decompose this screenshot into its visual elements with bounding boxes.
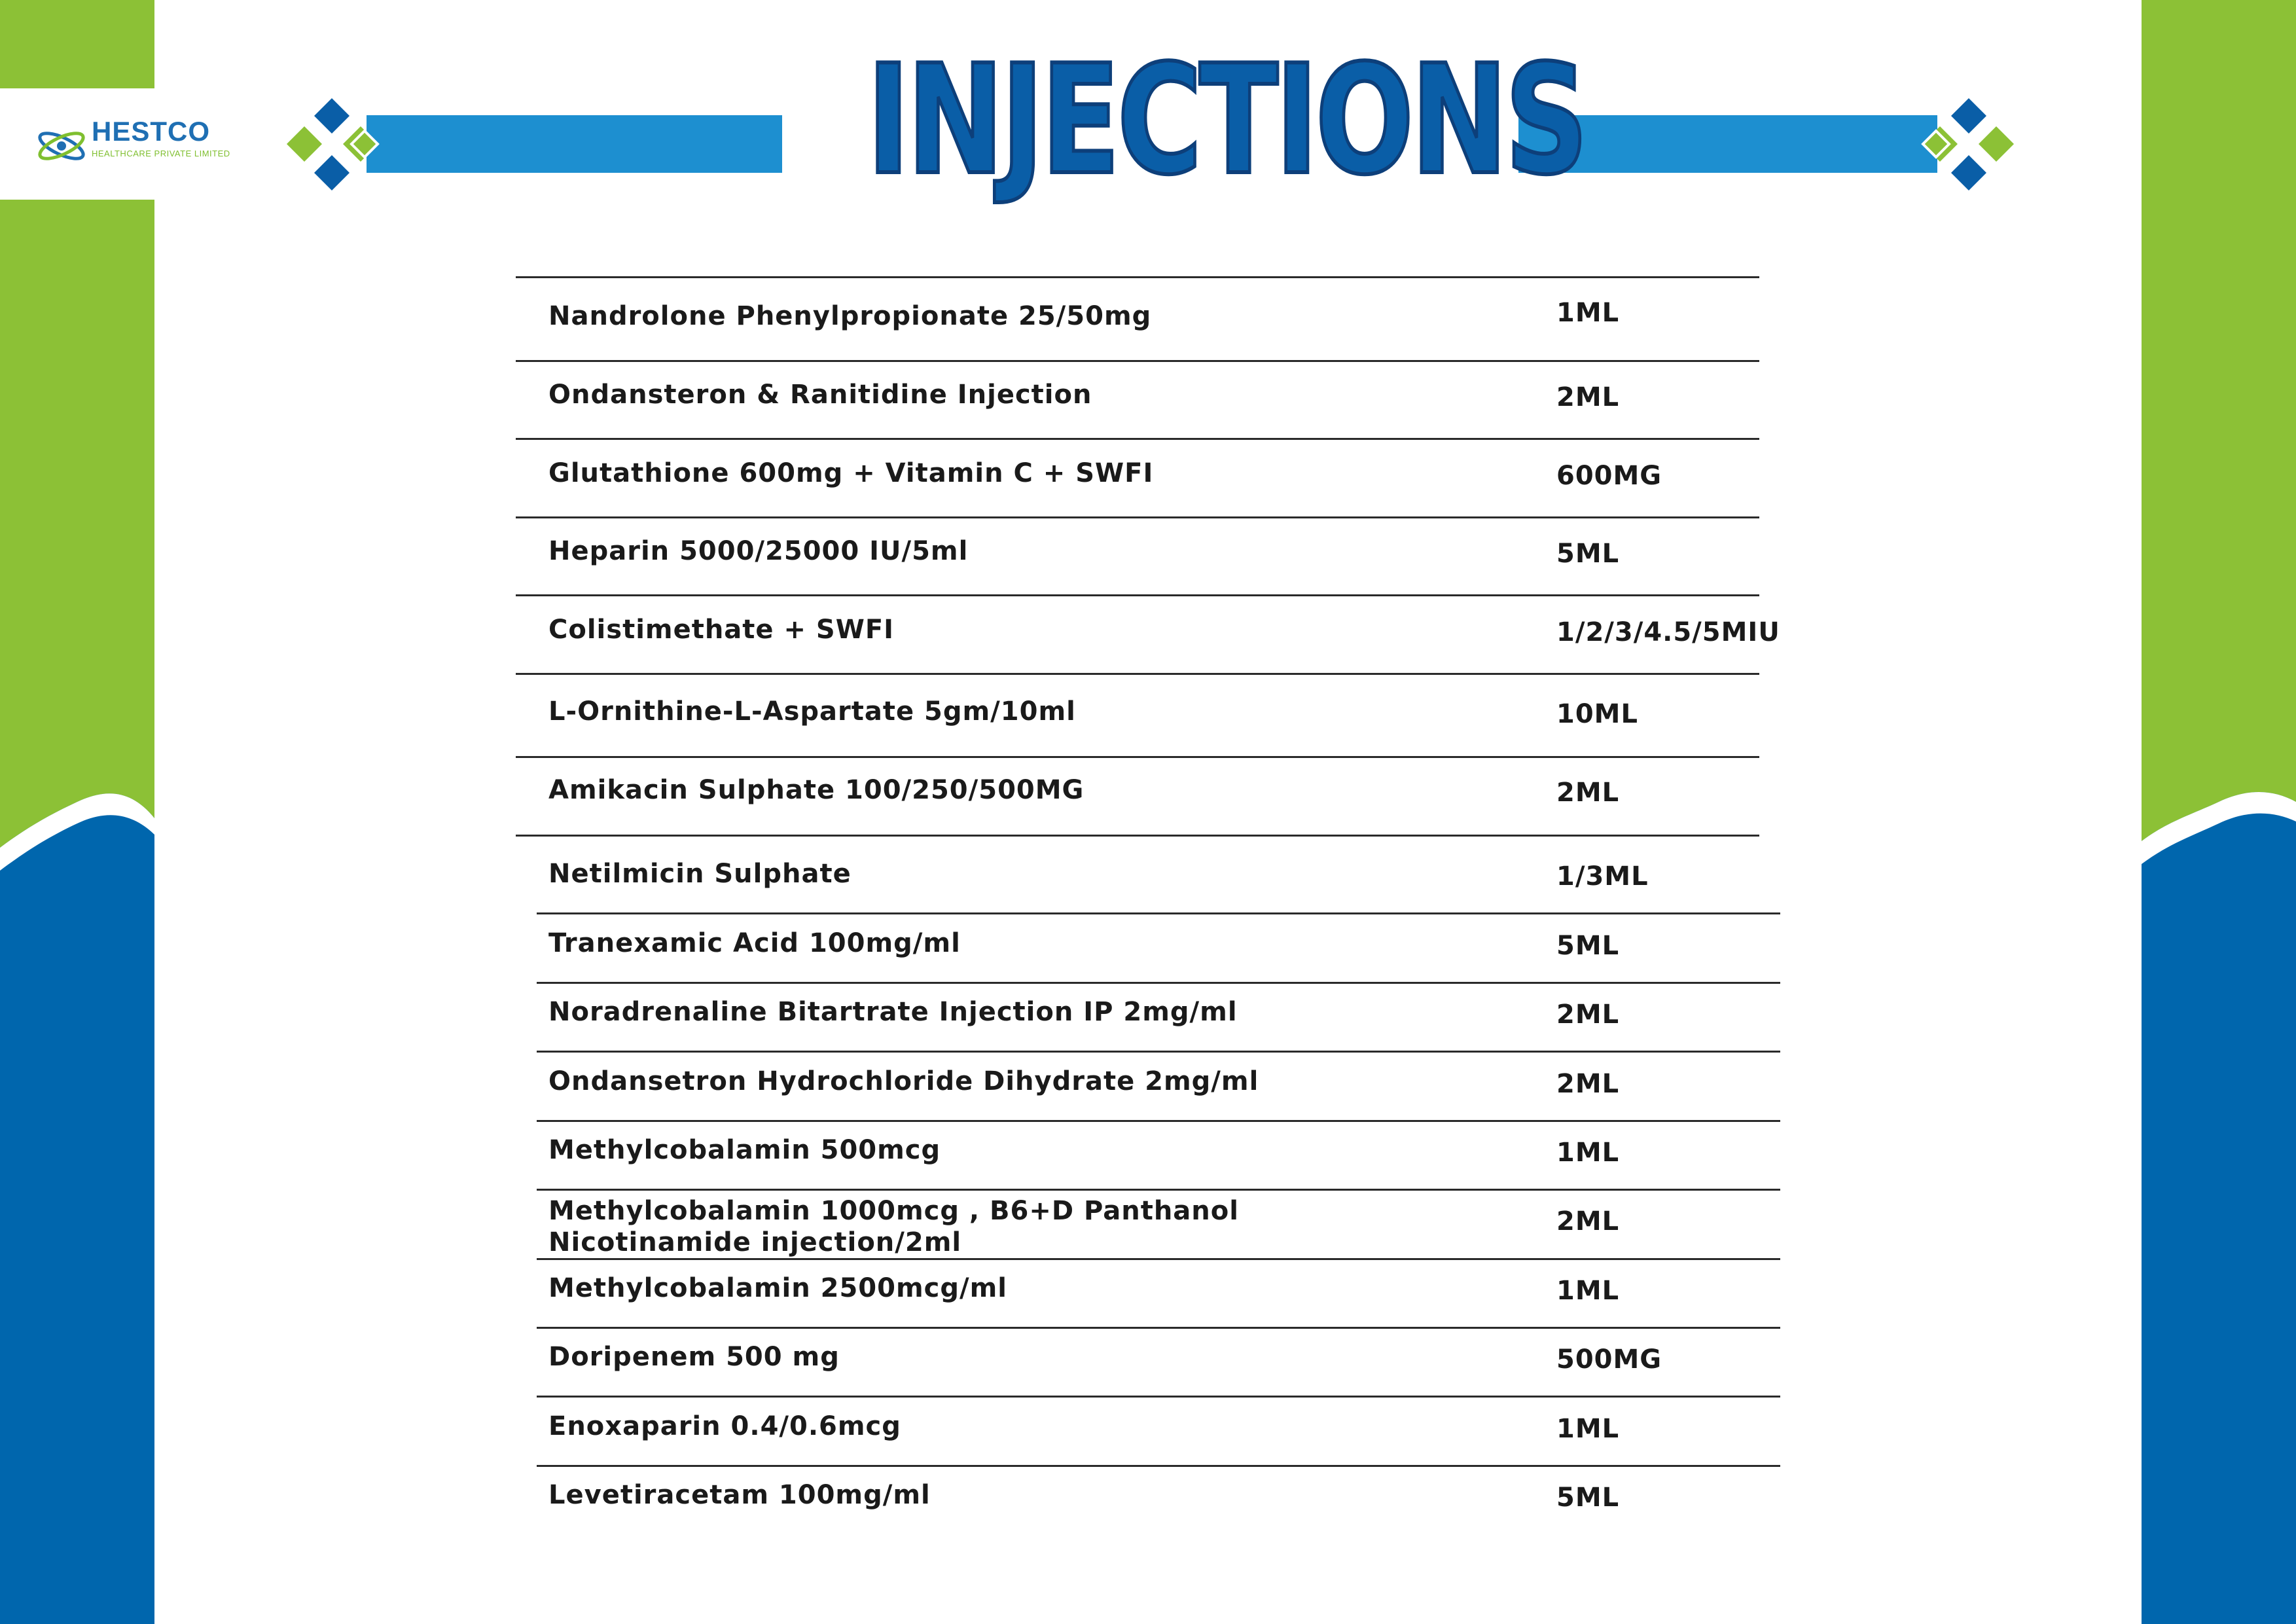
row-divider <box>537 982 1780 984</box>
product-name: Doripenem 500 mg <box>548 1342 840 1372</box>
row-divider <box>516 673 1759 675</box>
product-size: 1ML <box>1556 1276 1620 1306</box>
row-divider <box>537 1189 1780 1191</box>
product-name: Tranexamic Acid 100mg/ml <box>548 928 961 958</box>
product-size: 2ML <box>1556 778 1620 808</box>
product-name: Colistimethate + SWFI <box>548 615 895 645</box>
product-name: Ondansetron Hydrochloride Dihydrate 2mg/ml <box>548 1066 1259 1096</box>
product-name: Methylcobalamin 2500mcg/ml <box>548 1273 1007 1303</box>
product-size: 1/2/3/4.5/5MIU <box>1556 617 1780 647</box>
row-divider <box>537 1396 1780 1398</box>
brand-name: HESTCO <box>92 116 211 147</box>
product-name: Amikacin Sulphate 100/250/500MG <box>548 775 1085 805</box>
product-size: 2ML <box>1556 382 1620 412</box>
row-divider <box>516 276 1759 278</box>
page-title: INJECTIONS <box>867 33 1586 208</box>
row-divider <box>537 912 1780 914</box>
product-name-line-2: Nicotinamide injection/2ml <box>548 1227 962 1257</box>
product-size: 1ML <box>1556 298 1620 328</box>
product-size: 10ML <box>1556 699 1638 729</box>
product-name: Methylcobalamin 500mcg <box>548 1135 941 1165</box>
product-name: Nandrolone Phenylpropionate 25/50mg <box>548 301 1152 331</box>
row-divider <box>537 1258 1780 1260</box>
row-divider <box>516 438 1759 440</box>
brand-tagline: HEALTHCARE PRIVATE LIMITED <box>92 149 230 158</box>
product-size: 1ML <box>1556 1414 1620 1444</box>
row-divider <box>537 1327 1780 1329</box>
product-size: 2ML <box>1556 1069 1620 1099</box>
product-name: Noradrenaline Bitartrate Injection IP 2mg/ml <box>548 997 1238 1027</box>
row-divider <box>537 1120 1780 1122</box>
row-divider <box>516 835 1759 837</box>
product-size: 2ML <box>1556 1206 1620 1236</box>
product-name: Ondansteron & Ranitidine Injection <box>548 380 1092 410</box>
product-size: 1/3ML <box>1556 861 1649 892</box>
product-name: Enoxaparin 0.4/0.6mcg <box>548 1411 901 1441</box>
row-divider <box>516 516 1759 518</box>
product-name: L-Ornithine-L-Aspartate 5gm/10ml <box>548 696 1076 727</box>
product-size: 600MG <box>1556 461 1662 491</box>
product-size: 1ML <box>1556 1138 1620 1168</box>
product-size: 5ML <box>1556 931 1620 961</box>
product-size: 500MG <box>1556 1344 1662 1375</box>
product-size: 2ML <box>1556 1000 1620 1030</box>
product-name-line-1: Methylcobalamin 1000mcg , B6+D Panthanol <box>548 1196 1239 1226</box>
row-divider <box>537 1465 1780 1467</box>
product-name: Netilmicin Sulphate <box>548 859 852 889</box>
product-name: Heparin 5000/25000 IU/5ml <box>548 536 969 566</box>
product-size: 5ML <box>1556 539 1620 569</box>
row-divider <box>537 1051 1780 1053</box>
row-divider <box>516 594 1759 596</box>
product-name: Glutathione 600mg + Vitamin C + SWFI <box>548 458 1154 488</box>
product-name: Levetiracetam 100mg/ml <box>548 1480 931 1510</box>
row-divider <box>516 756 1759 758</box>
row-divider <box>516 360 1759 362</box>
product-size: 5ML <box>1556 1483 1620 1513</box>
